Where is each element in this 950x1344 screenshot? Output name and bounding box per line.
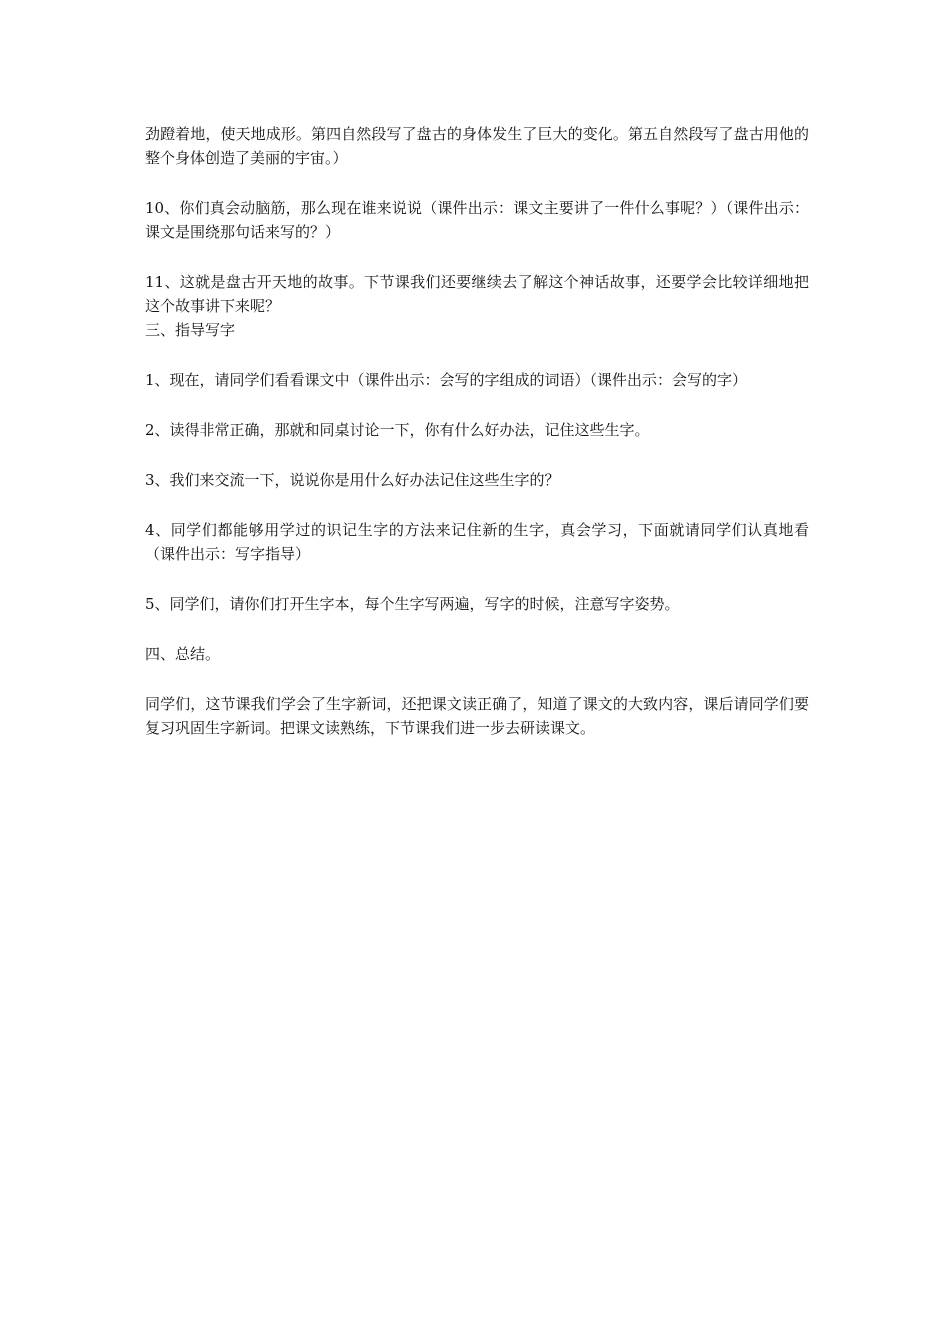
paragraph-writing-step-5: 5、同学们，请你们打开生字本，每个生字写两遍，写字的时候，注意写字姿势。 bbox=[145, 595, 680, 613]
section-heading-writing: 三、指导写字 bbox=[145, 321, 236, 339]
paragraph-step-10: 10、你们真会动脑筋，那么现在谁来说说（课件出示：课文主要讲了一件什么事呢？）（课件出示：课文是围绕那句话来写的？） bbox=[145, 199, 809, 241]
section-heading-summary: 四、总结。 bbox=[145, 645, 221, 663]
document-page bbox=[145, 122, 809, 740]
paragraph-summary: 同学们，这节课我们学会了生字新词，还把课文读正确了，知道了课文的大致内容，课后请同学们要复习巩固生字新词。把课文读熟练，下节课我们进一步去研读课文。 bbox=[145, 695, 809, 737]
paragraph-writing-step-1: 1、现在，请同学们看看课文中（课件出示：会写的字组成的词语）（课件出示：会写的字） bbox=[145, 371, 748, 389]
paragraph-writing-step-4: 4、同学们都能够用学过的识记生字的方法来记住新的生字，真会学习，下面就请同学们认真地看（课件出示：写字指导） bbox=[145, 521, 809, 563]
paragraph-writing-step-3: 3、我们来交流一下，说说你是用什么好办法记住这些生字的？ bbox=[145, 471, 560, 489]
paragraph-intro-continuation: 劲蹬着地，使天地成形。第四自然段写了盘古的身体发生了巨大的变化。第五自然段写了盘古用他的整个身体创造了美丽的宇宙。） bbox=[145, 125, 809, 167]
paragraph-writing-step-2: 2、读得非常正确，那就和同桌讨论一下，你有什么好办法，记住这些生字。 bbox=[145, 421, 650, 439]
paragraph-step-11: 11、这就是盘古开天地的故事。下节课我们还要继续去了解这个神话故事，还要学会比较详细地把这个故事讲下来呢？ bbox=[145, 273, 809, 315]
